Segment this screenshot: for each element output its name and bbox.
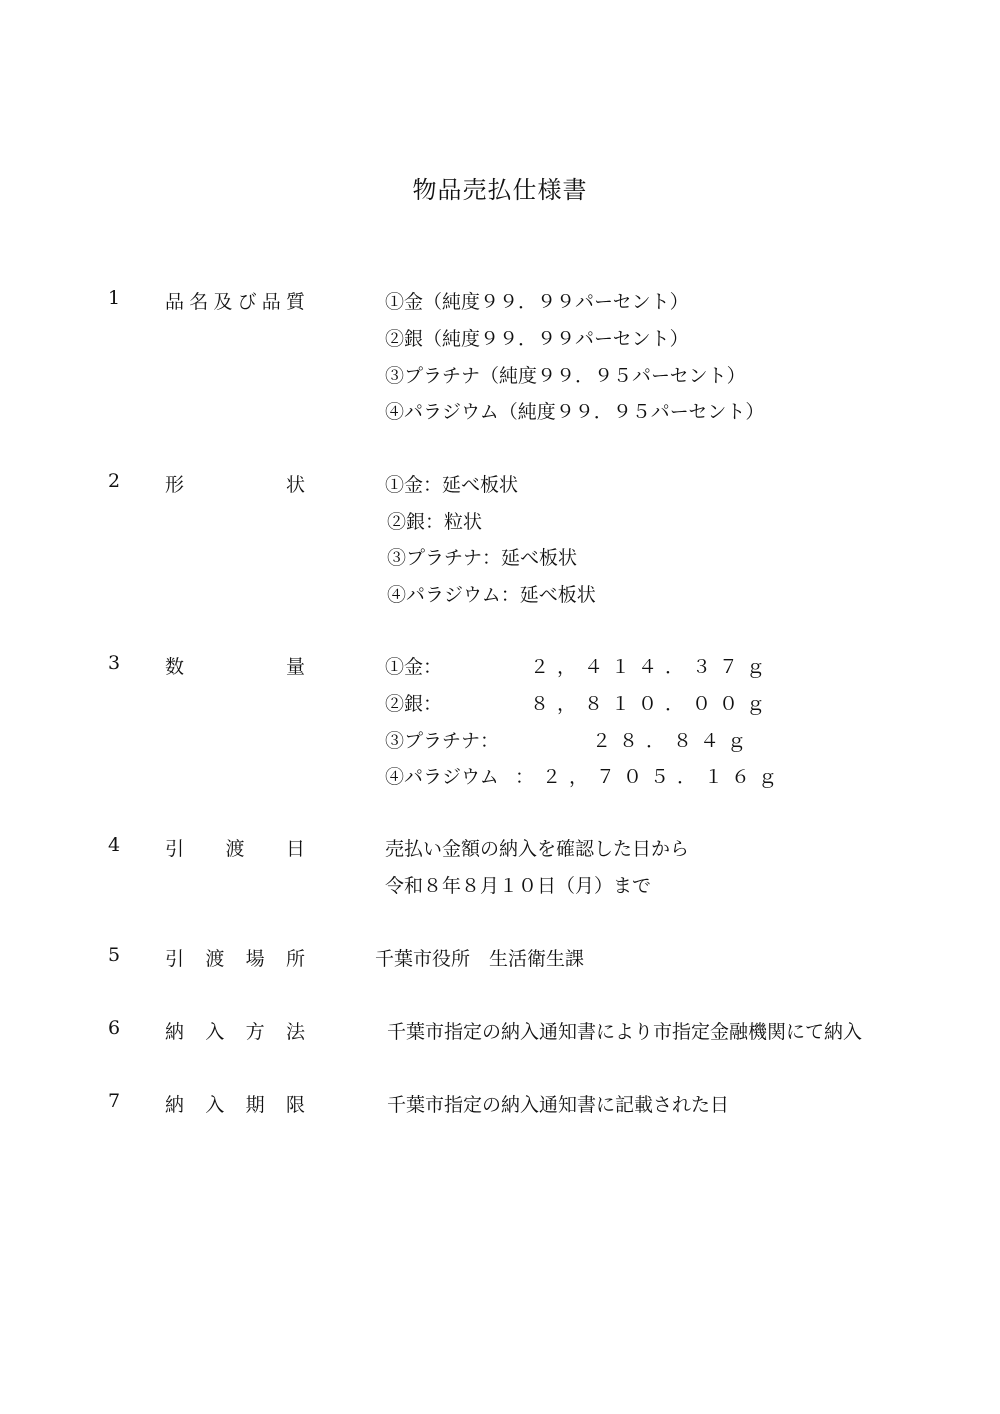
section-value-line: ④パラジウム：延べ板状 xyxy=(387,584,596,606)
section-label: 数 量 xyxy=(165,656,305,678)
section-item-2 xyxy=(0,470,1000,507)
section-number: 7 xyxy=(108,1090,121,1112)
section-value-line: ④パラジウム（純度９９．９５パーセント） xyxy=(385,401,765,423)
quantity-item-name: ②銀： xyxy=(385,693,443,715)
section-value-line: ②銀：粒状 xyxy=(387,511,483,533)
section-number: 1 xyxy=(108,287,121,309)
quantity-item-name: ④パラジウム xyxy=(385,766,499,788)
section-label: 納 入 期 限 xyxy=(165,1094,305,1116)
section-value-line: ②銀（純度９９．９９パーセント） xyxy=(385,328,689,350)
quantity-amount: ８，８１０．００ｇ xyxy=(530,693,774,715)
section-label: 引 渡 日 xyxy=(165,838,305,860)
section-item-3 xyxy=(0,652,1000,689)
section-label: 形 状 xyxy=(165,474,305,496)
quantity-amount: ２，４１４．３７ｇ xyxy=(530,656,774,678)
section-value-line: 千葉市指定の納入通知書により市指定金融機関にて納入 xyxy=(387,1021,863,1043)
section-value-line: ③プラチナ：延べ板状 xyxy=(387,547,578,569)
section-label: 引 渡 場 所 xyxy=(165,948,305,970)
section-number: 3 xyxy=(108,652,121,674)
section-item-5 xyxy=(0,944,1000,981)
document-title: 物品売払仕様書 xyxy=(412,176,588,204)
section-value-line: ③プラチナ（純度９９．９５パーセント） xyxy=(385,365,746,387)
section-number: 5 xyxy=(108,944,121,966)
quantity-item-name: ①金： xyxy=(385,656,443,678)
quantity-amount: ：２，７０５．１６ｇ xyxy=(515,766,786,788)
section-value-line: 千葉市役所 生活衛生課 xyxy=(375,948,585,970)
section-label: 品 名 及 び 品 質 xyxy=(165,291,305,313)
section-value-line: 千葉市指定の納入通知書に記載された日 xyxy=(387,1094,730,1116)
section-number: 4 xyxy=(108,834,121,856)
quantity-amount: ２８．８４ｇ xyxy=(592,730,755,752)
section-item-7 xyxy=(0,1090,1000,1127)
section-value-line: ①金：延べ板状 xyxy=(385,474,519,496)
section-item-6 xyxy=(0,1017,1000,1054)
section-value-line: 売払い金額の納入を確認した日から xyxy=(385,838,690,860)
quantity-item-name: ③プラチナ： xyxy=(385,730,500,752)
section-label: 納 入 方 法 xyxy=(165,1021,305,1043)
section-number: 6 xyxy=(108,1017,121,1039)
section-number: 2 xyxy=(108,470,121,492)
section-value-line: ①金（純度９９．９９パーセント） xyxy=(385,291,689,313)
section-value-line: 令和８年８月１０日（月）まで xyxy=(385,875,652,897)
section-item-1 xyxy=(0,287,1000,324)
section-item-4 xyxy=(0,834,1000,871)
